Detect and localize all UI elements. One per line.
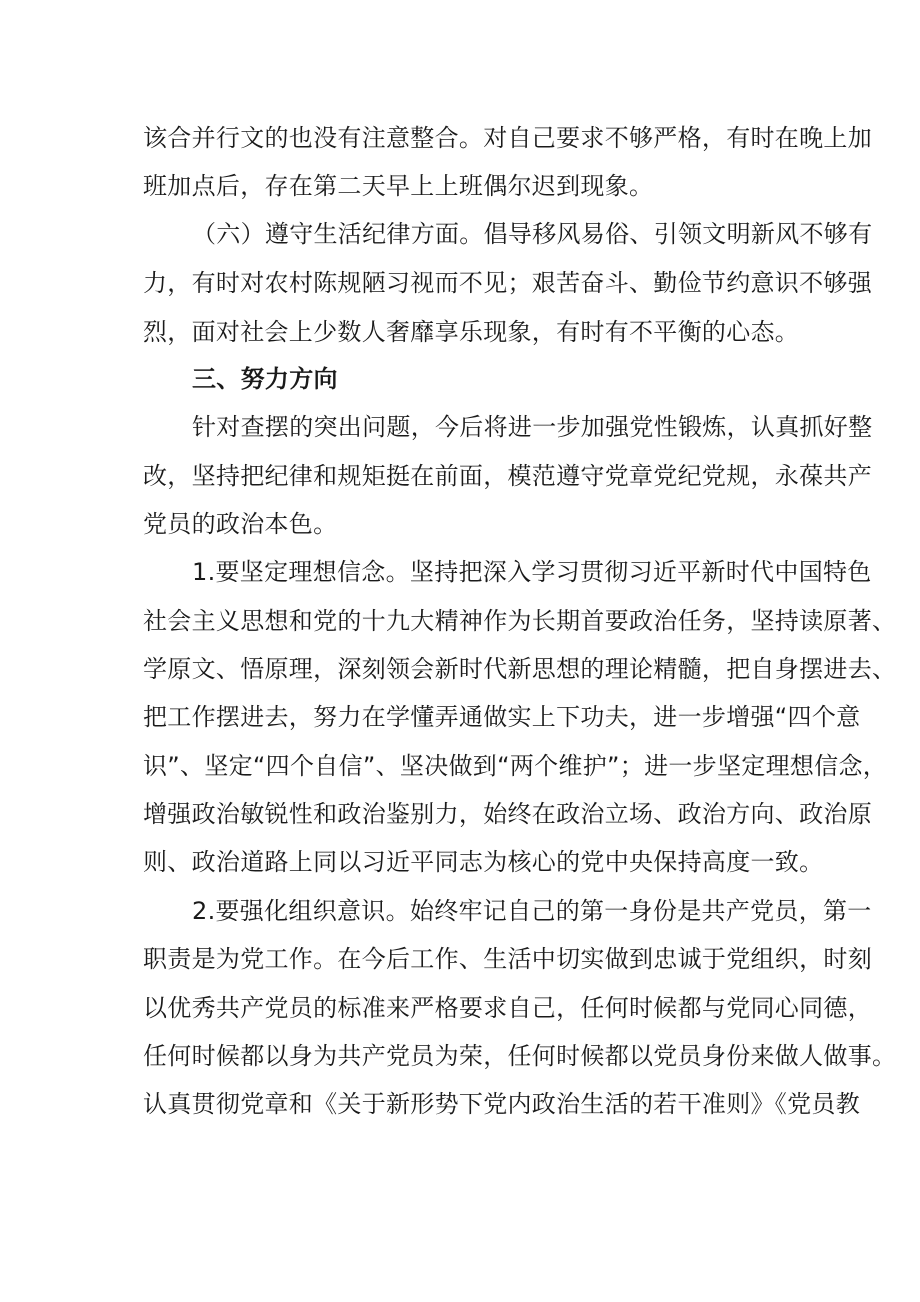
body-text-line: 烈，面对社会上少数人奢靡享乐现象，有时有不平衡的心态。 <box>143 318 800 346</box>
body-text-line: 认真贯彻党章和《关于新形势下党内政治生活的若干准则》《党员教 <box>143 1090 860 1118</box>
section-paragraph-line: （六）遵守生活纪律方面。倡导移风易俗、引领文明新风不够有 <box>192 220 873 248</box>
body-text-line: 学原文、悟原理，深刻领会新时代新思想的理论精髓，把自身摆进去、 <box>143 655 897 683</box>
body-text-line: 识”、坚定“四个自信”、坚决做到“两个维护”；进一步坚定理想信念， <box>143 752 888 780</box>
body-text-line: 针对查摆的突出问题，今后将进一步加强党性锻炼，认真抓好整 <box>192 413 873 441</box>
body-text-line: 职责是为党工作。在今后工作、生活中切实做到忠诚于党组织，时刻 <box>143 945 872 973</box>
body-text-line: 力，有时对农村陈规陋习视而不见；艰苦奋斗、勤俭节约意识不够强 <box>143 269 872 297</box>
body-text-line: 班加点后，存在第二天早上上班偶尔迟到现象。 <box>143 172 654 200</box>
body-text-line: 增强政治敏锐性和政治鉴别力，始终在政治立场、政治方向、政治原 <box>143 800 872 828</box>
body-text-line: 党员的政治本色。 <box>143 510 338 538</box>
body-text-line: 以优秀共产党员的标准来严格要求自己，任何时候都与党同心同德， <box>143 994 872 1022</box>
section-heading: 三、努力方向 <box>192 365 338 393</box>
body-text-line: 改，坚持把纪律和规矩挺在前面，模范遵守党章党纪党规，永葆共产 <box>143 462 872 490</box>
body-text-line: 该合并行文的也没有注意整合。对自己要求不够严格，有时在晚上加 <box>143 124 872 152</box>
numbered-item-line: 1.要坚定理想信念。坚持把深入学习贯彻习近平新时代中国特色 <box>192 558 872 586</box>
body-text-line: 任何时候都以身为共产党员为荣，任何时候都以党员身份来做人做事。 <box>143 1042 897 1070</box>
numbered-item-line: 2.要强化组织意识。始终牢记自己的第一身份是共产党员，第一 <box>192 897 872 925</box>
body-text-line: 把工作摆进去，努力在学懂弄通做实上下功夫，进一步增强“四个意 <box>143 703 861 731</box>
body-text-line: 社会主义思想和党的十九大精神作为长期首要政治任务，坚持读原著、 <box>143 607 897 635</box>
body-text-line: 则、政治道路上同以习近平同志为核心的党中央保持高度一致。 <box>143 848 824 876</box>
